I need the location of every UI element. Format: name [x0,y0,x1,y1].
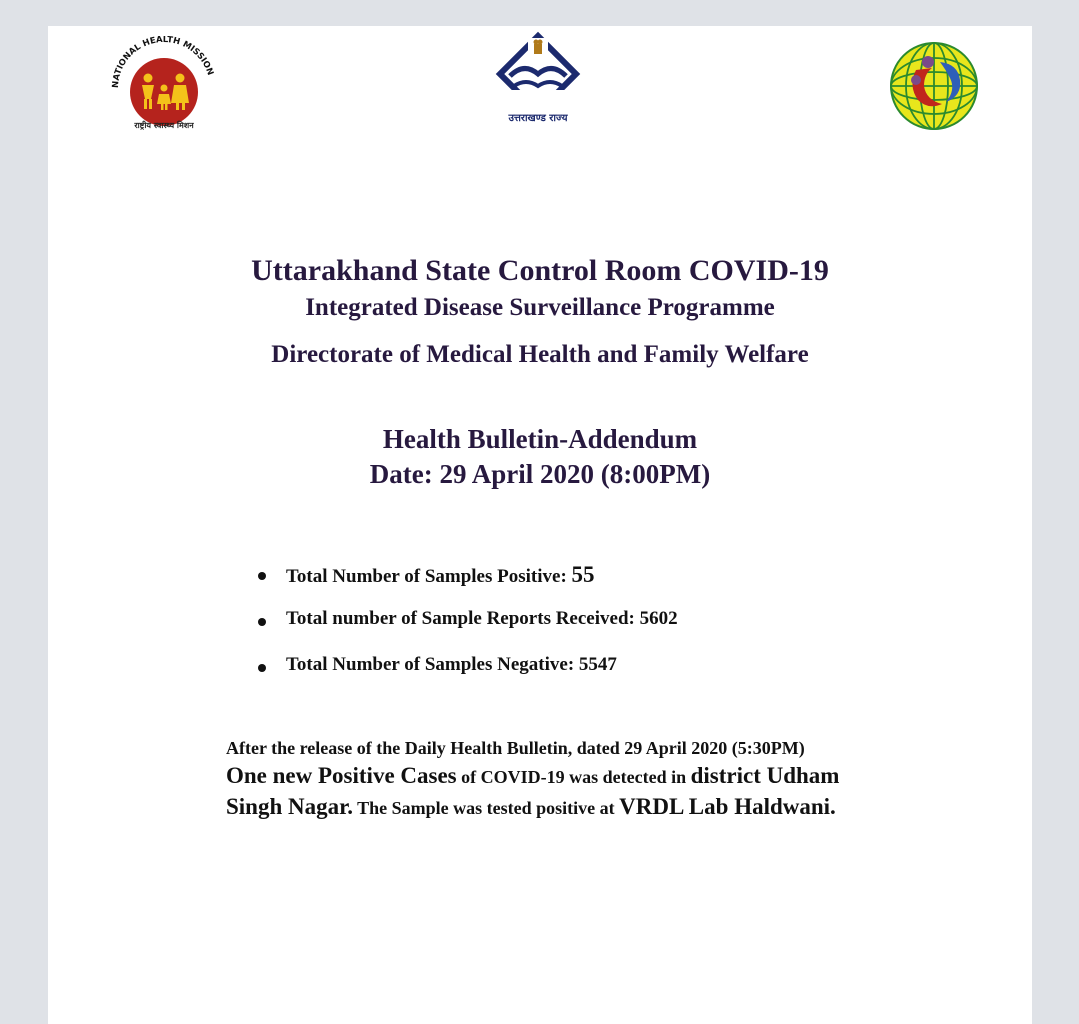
bullet-icon [258,572,266,580]
stat-label: Total number of Sample Reports Received: [286,608,640,629]
idsp-logo [886,40,982,132]
stat-label: Total Number of Samples Negative: [286,654,579,675]
directorate-subtitle: Directorate of Medical Health and Family Welfare [271,341,809,368]
stat-positive [256,562,678,608]
stat-negative [256,654,678,700]
stat-value: 55 [571,562,595,587]
uttarakhand-emblem-icon [488,30,588,108]
note-text: The Sample was tested positive at [352,798,620,818]
bullet-icon [258,618,266,626]
page-title: Uttarakhand State Control Room COVID-19 [251,254,829,287]
note-line-3 [226,794,836,820]
nhm-arc-text: NATIONAL HEALTH MISSION [110,36,216,89]
stats-list [256,562,678,700]
stat-label: Total Number of Samples Positive: [286,566,572,587]
uttarakhand-logo [488,30,588,130]
programme-subtitle: Integrated Disease Surveillance Programme [305,294,775,321]
nhm-emblem-icon [104,36,224,126]
note-text: of COVID-19 was detected in [456,767,691,787]
note-emphasis: VRDL Lab Haldwani. [619,794,836,819]
nhm-caption: राष्ट्रीय स्वास्थ्य मिशन [134,121,194,130]
note-emphasis: Singh Nagar. [226,794,353,819]
stat-value: 5602 [639,608,678,629]
bullet-icon [258,664,266,672]
globe-emblem-icon [886,40,982,132]
uttarakhand-caption: उत्तराखण्ड राज्य [508,113,568,124]
bulletin-date: Date: 29 April 2020 (8:00PM) [369,459,711,489]
stat-received [256,608,678,654]
note-emphasis: One new Positive Cases [226,763,457,788]
note-emphasis: district Udham [690,763,840,788]
note-line-1: After the release of the Daily Health Bulletin, dated 29 April 2020 (5:30PM) [226,738,805,758]
nhm-logo [104,36,224,136]
bulletin-title: Health Bulletin-Addendum [382,424,698,454]
bulletin-page [48,26,1032,1024]
note-line-2 [226,763,839,789]
stat-value: 5547 [578,654,617,675]
